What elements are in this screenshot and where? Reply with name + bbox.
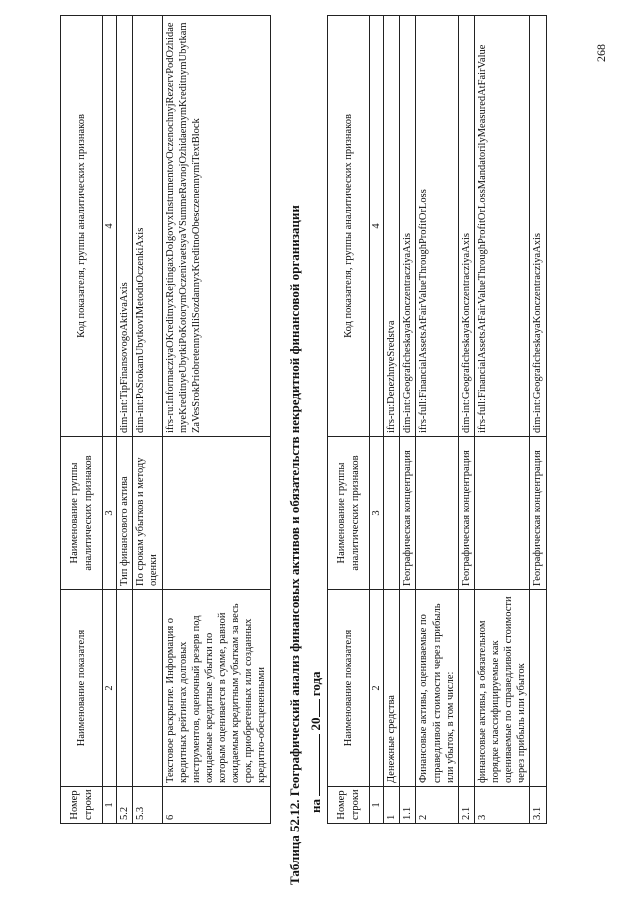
column-index: 4: [370, 16, 384, 437]
date-suffix: года: [308, 671, 323, 697]
indicator-name: финансовые активы, в обязательном порядке классифицируемые как оцениваемые по справедливой стоимости через прибыль или убыток: [474, 590, 530, 787]
row-number: 3.1: [530, 787, 546, 824]
header-code: Код показателя, группы аналитических признаков: [61, 16, 103, 437]
column-index: 2: [370, 590, 384, 787]
row-number: 2: [416, 787, 458, 824]
table-row: [162, 16, 270, 824]
column-index: 1: [370, 787, 384, 824]
header-indicator-name: Наименование показателя: [61, 590, 103, 787]
indicator-name: [133, 590, 162, 787]
row-number: 5.2: [117, 787, 133, 824]
table-row: [384, 16, 400, 824]
row-number: 2.1: [458, 787, 474, 824]
header-group-name: Наименование группы аналитических признаков: [61, 437, 103, 590]
row-number: 3: [474, 787, 530, 824]
group-name: По срокам убытков и методу оценки: [133, 437, 162, 590]
indicator-name: [117, 590, 133, 787]
header-row-number: Номер строки: [61, 787, 103, 824]
group-name: Географическая концентрация: [530, 437, 546, 590]
row-number: 1: [384, 787, 400, 824]
indicator-code: dim-int:PoSrokamUbytkovIMetoduOczenkiAxis: [133, 16, 162, 437]
header-row-number: Номер строки: [328, 787, 370, 824]
indicator-name: Денежные средства: [384, 590, 400, 787]
indicator-name: [458, 590, 474, 787]
table-row: [416, 16, 458, 824]
date-year-prefix: 20: [308, 717, 323, 731]
row-number: 1.1: [400, 787, 416, 824]
indicator-code: dim-int:GeograficheskayaKonczentracziyaAxis: [458, 16, 474, 437]
indicator-code: ifrs-ru:InformacziyaOKreditnyxRejtingaxDolgovyxInstrumentovOczenochnyjRezervPodOzhidaemyeKreditnyeUbytkiPoKotorymOczenivaetsyaVSummeRavnojOzhidaemymKreditnymUbytkamZaVesSrokPriobretennyxIliSozdannyxKreditnoObesczenennymiTextBlock: [162, 16, 270, 437]
indicator-code: ifrs-full:FinancialAssetsAtFairValueThroughProfitOrLoss: [416, 16, 458, 437]
table-continued: [60, 15, 271, 824]
group-name: [474, 437, 530, 590]
table-row: [458, 16, 474, 824]
table-row: [530, 16, 546, 824]
column-index: 2: [103, 590, 117, 787]
group-name: [162, 437, 270, 590]
column-index: 4: [103, 16, 117, 437]
header-group-name: Наименование группы аналитических признаков: [328, 437, 370, 590]
group-name: [416, 437, 458, 590]
header-indicator-name: Наименование показателя: [328, 590, 370, 787]
column-index: 1: [103, 787, 117, 824]
header-code: Код показателя, группы аналитических признаков: [328, 16, 370, 437]
date-blank: [307, 734, 320, 796]
indicator-name: [530, 590, 546, 787]
year-blank: [307, 700, 320, 718]
table-row: [474, 16, 530, 824]
column-index: 3: [103, 437, 117, 590]
row-number: 5.3: [133, 787, 162, 824]
date-prefix: на: [308, 799, 323, 813]
indicator-name: Финансовые активы, оцениваемые по справедливой стоимости через прибыль или убыток, в том числе:: [416, 590, 458, 787]
indicator-code: dim-int:TipFinansovogoAktivaAxis: [117, 16, 133, 437]
group-name: Географическая концентрация: [400, 437, 416, 590]
row-number: 6: [162, 787, 270, 824]
indicator-code: ifrs-ru:DenezhnyeSredstva: [384, 16, 400, 437]
indicator-name: Текстовое раскрытие. Информация о кредитных рейтингах долговых инструментов, оценочный резерв под ожидаемые кредитные убытки по которым оценивается в сумме, равной ожидаемым кредитным убыткам за весь срок, приобретенных или созданных кредитно-обесцененными: [162, 590, 270, 787]
column-index: 3: [370, 437, 384, 590]
table-row: [133, 16, 162, 824]
indicator-code: ifrs-full:FinancialAssetsAtFairValueThroughProfitOrLossMandatorilyMeasuredAtFairValue: [474, 16, 530, 437]
table-date-line: [307, 671, 324, 813]
group-name: [384, 437, 400, 590]
table-geographic-analysis: [327, 15, 547, 824]
table-row: [400, 16, 416, 824]
indicator-code: dim-int:GeograficheskayaKonczentracziyaAxis: [400, 16, 416, 437]
indicator-name: [400, 590, 416, 787]
page-number: 268: [594, 44, 608, 62]
indicator-code: dim-int:GeograficheskayaKonczentracziyaAxis: [530, 16, 546, 437]
group-name: Тип финансового актива: [117, 437, 133, 590]
group-name: Географическая концентрация: [458, 437, 474, 590]
table-row: [117, 16, 133, 824]
table-caption: Таблица 52.12. Географический анализ финансовых активов и обязательств некредитной финансовой организации: [287, 205, 302, 885]
